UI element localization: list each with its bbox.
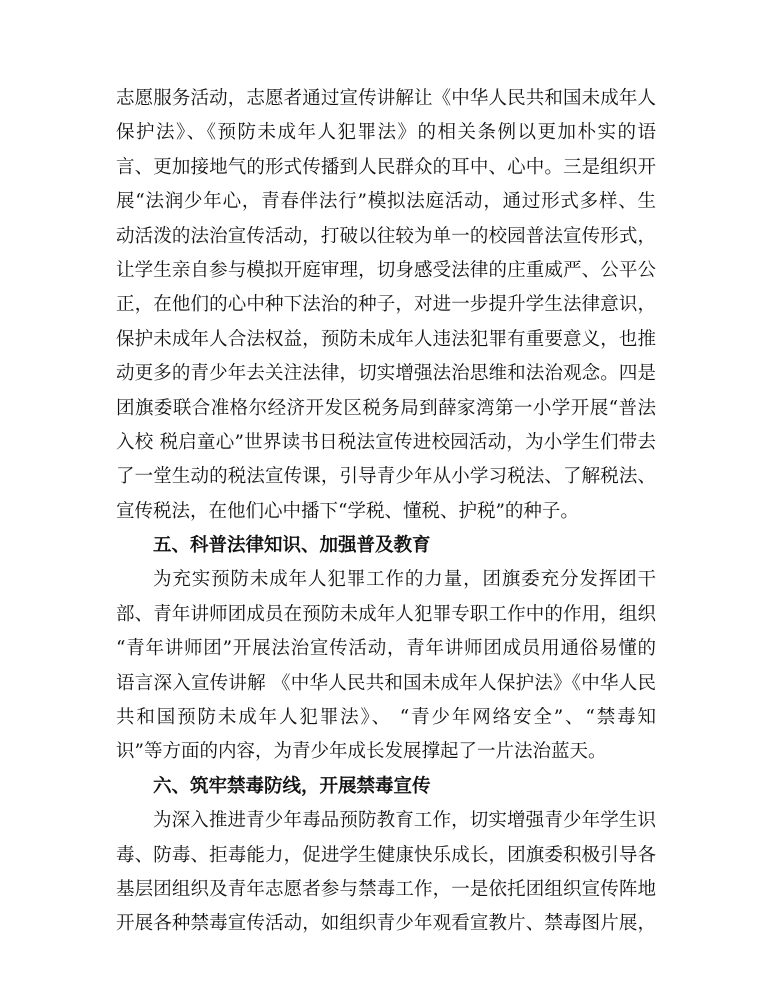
paragraph-law-education: [116, 563, 656, 769]
text-line: 开展各种禁毒宣传活动，如组织青少年观看宣教片、禁毒图片展，: [116, 913, 656, 935]
text-line: 毒、防毒、拒毒能力，促进学生健康快乐成长，团旗委积极引导各: [116, 844, 656, 866]
text-line: 语言深入宣传讲解 《中华人民共和国未成年人保护法》《中华人民: [116, 672, 656, 694]
text-line: 让学生亲自参与模拟开庭审理，切身感受法律的庄重威严、公平公: [116, 259, 656, 281]
text-line: 言、更加接地气的形式传播到人民群众的耳中、心中。三是组织开: [116, 156, 656, 178]
text-line: 入校 税启童心”世界读书日税法宣传进校园活动，为小学生们带去: [116, 431, 656, 453]
text-line: 展“法润少年心，青春伴法行”模拟法庭活动，通过形式多样、生: [116, 191, 656, 213]
text-line: “青年讲师团”开展法治宣传活动，青年讲师团成员用通俗易懂的: [116, 638, 656, 660]
text-line: 基层团组织及青年志愿者参与禁毒工作，一是依托团组织宣传阵地: [116, 878, 656, 900]
text-line: 部、青年讲师团成员在预防未成年人犯罪专职工作中的作用，组织: [116, 603, 656, 625]
text-line: 团旗委联合准格尔经济开发区税务局到薛家湾第一小学开展“普法: [116, 397, 656, 419]
text-line: 识”等方面的内容，为青少年成长发展撑起了一片法治蓝天。: [116, 741, 607, 763]
text-line: 为深入推进青少年毒品预防教育工作，切实增强青少年学生识: [153, 810, 656, 832]
text-line: 保护未成年人合法权益，预防未成年人违法犯罪有重要意义，也推: [116, 328, 656, 350]
text-line: 动活泼的法治宣传活动，打破以往较为单一的校园普法宣传形式，: [116, 225, 656, 247]
section-heading-5: 五、科普法律知识、加强普及教育: [153, 535, 431, 557]
paragraph-anti-drug: [116, 804, 656, 942]
section-heading-6: 六、筑牢禁毒防线，开展禁毒宣传: [153, 775, 431, 797]
document-body: [116, 82, 656, 942]
text-line: 了一堂生动的税法宣传课，引导青少年从小学习税法、了解税法、: [116, 466, 656, 488]
text-line: 志愿服务活动，志愿者通过宣传讲解让《中华人民共和国未成年人: [116, 88, 656, 109]
text-line: 共和国预防未成年人犯罪法》、 “青少年网络安全”、“禁毒知: [116, 707, 656, 729]
text-line: 为充实预防未成年人犯罪工作的力量，团旗委充分发挥团干: [153, 569, 656, 591]
text-line: 动更多的青少年去关注法律，切实增强法治思维和法治观念。四是: [116, 363, 656, 385]
text-line: 保护法》、《预防未成年人犯罪法》的相关条例以更加朴实的语: [116, 122, 656, 144]
text-line: 宣传税法，在他们心中播下“学税、懂税、护税”的种子。: [116, 500, 579, 522]
paragraph-activities: [116, 82, 656, 529]
text-line: 正，在他们的心中种下法治的种子，对进一步提升学生法律意识，: [116, 294, 656, 316]
